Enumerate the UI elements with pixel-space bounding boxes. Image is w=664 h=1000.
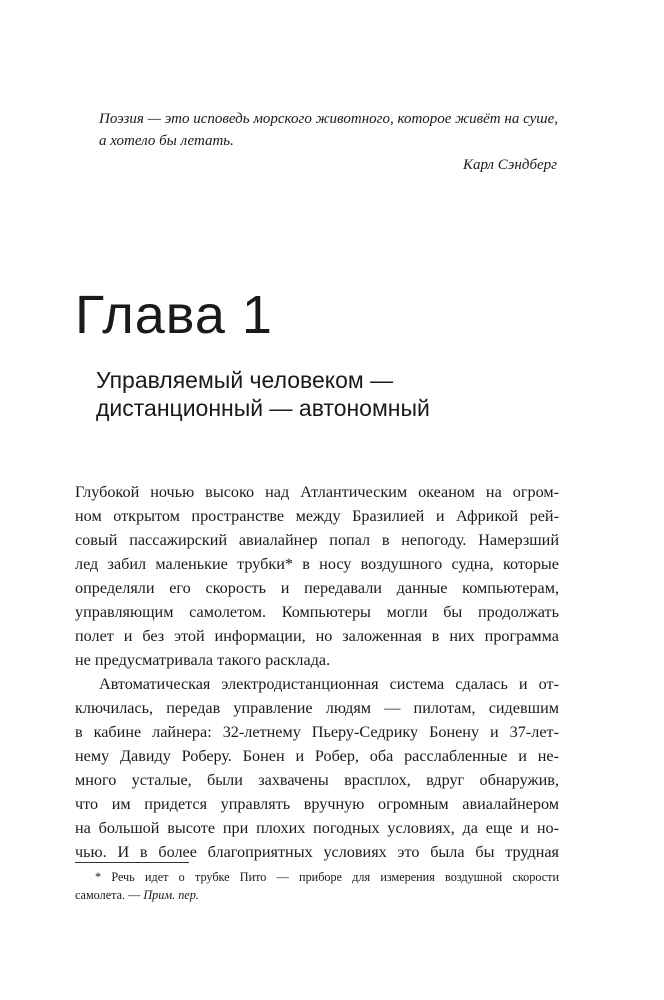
chapter-subtitle [96, 366, 566, 422]
epigraph [99, 108, 559, 176]
footnote-translator-note: Прим. пер. [143, 888, 199, 902]
body-line: ном открытом пространстве между Бразилией и Африкой рей- [75, 507, 559, 525]
body-line: что им придется управлять вручную огромным авиалайнером [75, 795, 559, 813]
epigraph-line: Поэзия — это исповедь морского животного, которое живёт на суше, [99, 111, 559, 127]
body-line: нему Давиду Роберу. Бонен и Робер, оба расслабленные и не- [75, 747, 559, 765]
footnote-line: * Речь идет о трубке Пито — приборе для измерения воздушной скорости [95, 870, 559, 884]
chapter-subtitle-line: Управляемый человеком — [96, 367, 394, 393]
body-line: определяли его скорость и передавали данные компьютерам, [75, 579, 559, 597]
chapter-subtitle-line: дистанционный — автономный [96, 395, 430, 421]
footnote-text: самолета. — [75, 888, 144, 902]
footnote [75, 868, 559, 904]
epigraph-author: Карл Сэндберг [463, 157, 557, 173]
body-line: чью. И в более благоприятных условиях это была бы трудная [75, 843, 559, 861]
body-line: не предусматривала такого расклада. [75, 651, 331, 669]
body-line: Глубокой ночью высоко над Атлантическим океаном на огром- [75, 483, 559, 501]
body-line: Автоматическая электродистанционная система сдалась и от- [99, 675, 559, 693]
body-line: в кабине лайнера: 32-летнему Пьеру-Седрику Бонену и 37-лет- [75, 723, 559, 741]
body-line: полет и без этой информации, но заложенная в них программа [75, 627, 559, 645]
body-line: управляющим самолетом. Компьютеры могли бы продолжать [75, 603, 559, 621]
body-line: ключилась, передав управление людям — пилотам, сидевшим [75, 699, 559, 717]
chapter-title: Глава 1 [75, 285, 273, 345]
epigraph-line: а хотело бы летать. [99, 133, 234, 149]
footnote-divider [75, 862, 189, 863]
body-text [75, 480, 559, 864]
footnote-line [75, 886, 559, 904]
body-line: много усталые, были захвачены врасплох, вдруг обнаружив, [75, 771, 559, 789]
body-line: совый пассажирский авиалайнер попал в непогоду. Намерзший [75, 531, 559, 549]
body-line: на большой высоте при плохих погодных условиях, да еще и но- [75, 819, 559, 837]
body-line: лед забил маленькие трубки* в носу воздушного судна, которые [75, 555, 559, 573]
